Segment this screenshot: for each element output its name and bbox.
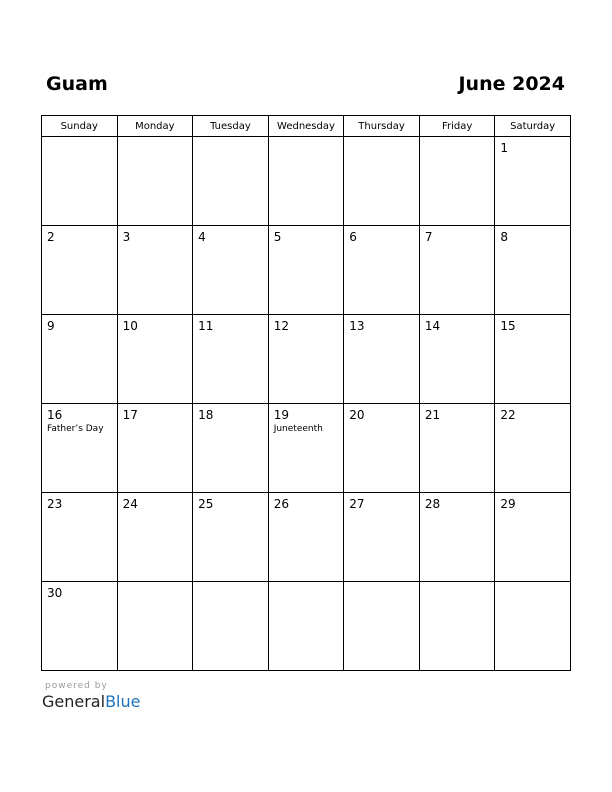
holiday-label (118, 333, 193, 335)
day-cell (344, 493, 420, 582)
day-number: 16 (47, 408, 63, 422)
month-year-title: June 2024 (458, 73, 565, 95)
holiday-label (118, 244, 193, 246)
weekday-monday: Monday (117, 116, 193, 137)
country-title: Guam (46, 73, 108, 95)
day-cell (344, 315, 420, 404)
powered-by-text: powered by (45, 681, 108, 691)
day-number: 22 (500, 408, 516, 422)
day-cell (344, 137, 420, 226)
footer (42, 681, 140, 712)
holiday-label (269, 511, 344, 513)
day-cell (268, 404, 344, 493)
holiday-label (344, 587, 419, 589)
holiday-label (42, 333, 117, 335)
holiday-label (420, 244, 495, 246)
day-number: 4 (198, 230, 206, 244)
day-number: 12 (273, 319, 289, 333)
holiday-label (269, 587, 344, 589)
day-cell (268, 315, 344, 404)
holiday-label (344, 422, 419, 424)
holiday-label (420, 587, 495, 589)
day-cell (42, 493, 118, 582)
day-cell (495, 226, 571, 315)
day-number: 2 (47, 230, 55, 244)
holiday-label (193, 587, 268, 589)
calendar-header (46, 70, 565, 98)
day-cell (344, 404, 420, 493)
day-cell (495, 404, 571, 493)
day-number: 30 (47, 586, 63, 600)
day-cell (117, 493, 193, 582)
calendar-grid (41, 115, 571, 671)
holiday-label (118, 142, 193, 144)
day-cell (419, 137, 495, 226)
day-number: 8 (500, 230, 509, 244)
holiday-label (420, 333, 495, 335)
day-number: 21 (424, 408, 441, 422)
day-number: 26 (273, 497, 289, 511)
holiday-label (193, 422, 268, 424)
brand-general: General (42, 692, 106, 711)
day-cell (268, 226, 344, 315)
holiday-label (420, 511, 495, 513)
day-cell (117, 315, 193, 404)
day-cell (268, 137, 344, 226)
weekday-friday: Friday (419, 116, 495, 137)
holiday-label (42, 511, 117, 513)
day-number: 28 (424, 497, 441, 511)
weekday-thursday: Thursday (344, 116, 420, 137)
holiday-label: Father’s Day (47, 424, 104, 434)
day-cell (193, 137, 269, 226)
day-cell (344, 226, 420, 315)
day-number: 10 (122, 319, 138, 333)
day-cell (42, 137, 118, 226)
day-number: 7 (424, 230, 433, 244)
day-number: 25 (198, 497, 214, 511)
day-cell (419, 226, 495, 315)
day-cell (117, 404, 193, 493)
holiday-label (42, 142, 117, 144)
day-cell (495, 315, 571, 404)
day-cell (193, 404, 269, 493)
day-number: 15 (500, 319, 516, 333)
day-cell (419, 493, 495, 582)
generalblue-logo (42, 692, 140, 712)
weekday-sunday: Sunday (42, 116, 118, 137)
day-number: 14 (424, 319, 441, 333)
weekday-tuesday: Tuesday (193, 116, 269, 137)
holiday-label (495, 587, 570, 589)
day-cell (193, 493, 269, 582)
day-number: 6 (349, 230, 357, 244)
holiday-label (269, 142, 344, 144)
brand-blue: Blue (105, 692, 141, 711)
day-cell (268, 582, 344, 671)
week-row (42, 226, 571, 315)
week-row (42, 404, 571, 493)
day-number: 29 (500, 497, 516, 511)
holiday-label (118, 422, 193, 424)
holiday-label (344, 142, 419, 144)
holiday-label (495, 155, 570, 157)
holiday-label (193, 333, 268, 335)
day-number: 13 (349, 319, 365, 333)
day-cell (42, 582, 118, 671)
day-cell (495, 493, 571, 582)
day-cell (117, 226, 193, 315)
holiday-label (495, 422, 570, 424)
holiday-label (420, 142, 495, 144)
day-number: 23 (47, 497, 63, 511)
day-cell (193, 226, 269, 315)
holiday-label (344, 333, 419, 335)
day-cell (117, 137, 193, 226)
day-number: 5 (273, 230, 282, 244)
weekday-saturday: Saturday (495, 116, 571, 137)
day-cell (419, 582, 495, 671)
day-cell (419, 315, 495, 404)
holiday-label (118, 511, 193, 513)
day-cell (344, 582, 420, 671)
weekday-header-row (42, 116, 571, 137)
holiday-label (193, 142, 268, 144)
day-number: 24 (122, 497, 138, 511)
day-cell (42, 404, 118, 493)
holiday-label (193, 511, 268, 513)
day-number: 19 (273, 408, 289, 422)
weekday-wednesday: Wednesday (268, 116, 344, 137)
day-cell (117, 582, 193, 671)
holiday-label (420, 422, 495, 424)
holiday-label (118, 587, 193, 589)
holiday-label (269, 244, 344, 246)
day-number: 20 (349, 408, 365, 422)
day-number: 9 (47, 319, 55, 333)
week-row (42, 137, 571, 226)
holiday-label (193, 244, 268, 246)
holiday-label (269, 333, 344, 335)
day-cell (193, 315, 269, 404)
day-number: 1 (500, 141, 509, 155)
day-cell (419, 404, 495, 493)
day-number: 17 (122, 408, 138, 422)
holiday-label (495, 511, 570, 513)
holiday-label (495, 333, 570, 335)
holiday-label: Juneteenth (273, 424, 323, 434)
day-number: 11 (198, 319, 214, 333)
week-row (42, 582, 571, 671)
day-cell (42, 226, 118, 315)
day-cell (495, 137, 571, 226)
day-cell (193, 582, 269, 671)
holiday-label (42, 244, 117, 246)
week-row (42, 315, 571, 404)
holiday-label (344, 244, 419, 246)
day-number: 3 (122, 230, 131, 244)
holiday-label (344, 511, 419, 513)
week-row (42, 493, 571, 582)
day-number: 18 (198, 408, 214, 422)
day-number: 27 (349, 497, 365, 511)
holiday-label (42, 600, 117, 602)
day-cell (42, 315, 118, 404)
day-cell (495, 582, 571, 671)
holiday-label (495, 244, 570, 246)
day-cell (268, 493, 344, 582)
